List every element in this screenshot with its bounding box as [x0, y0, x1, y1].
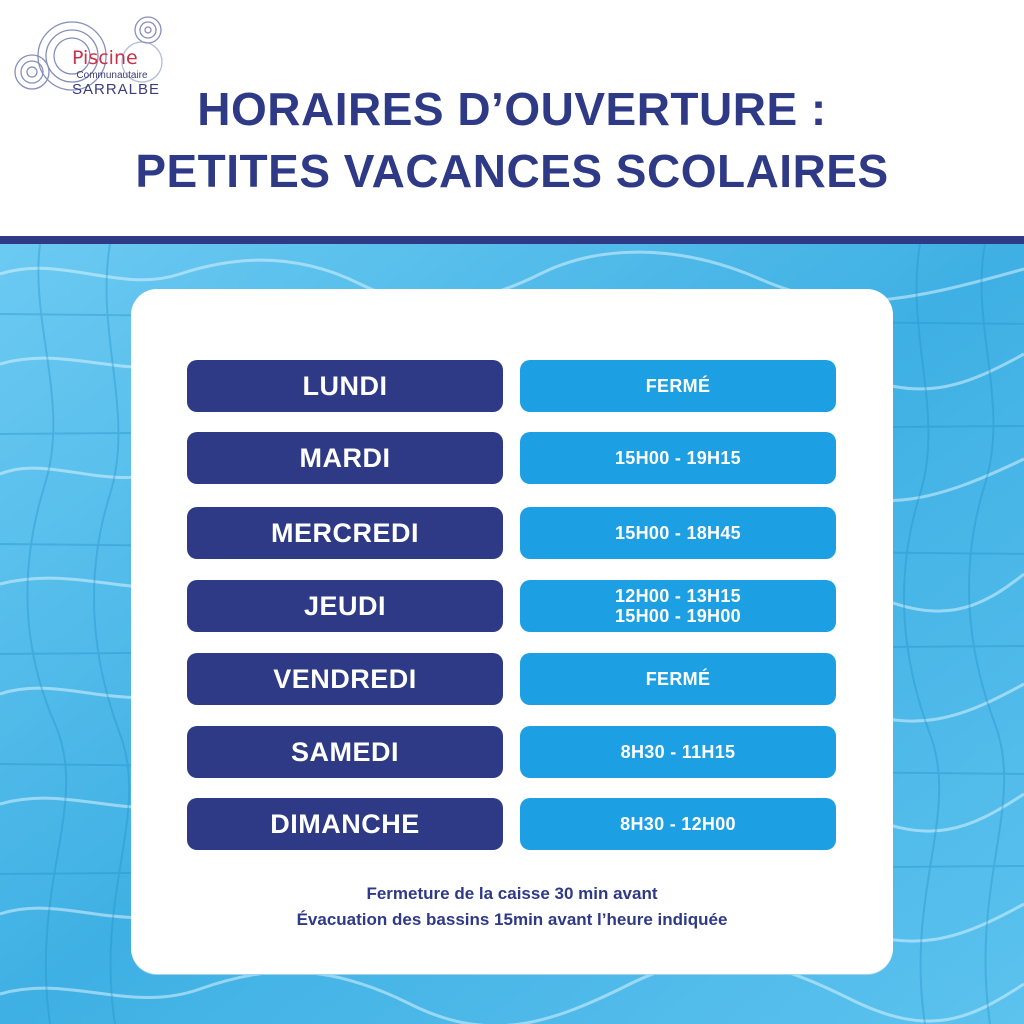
- schedule-row: [131, 726, 893, 778]
- hours-line: 15H00 - 19H15: [615, 448, 741, 468]
- page-title: [0, 78, 1024, 202]
- day-label: SAMEDI: [187, 726, 503, 778]
- schedule-row: [131, 580, 893, 632]
- schedule-row: [131, 653, 893, 705]
- hours-line: FERMÉ: [645, 669, 711, 689]
- title-line-1: HORAIRES D’OUVERTURE :: [197, 83, 827, 135]
- hours-box: [520, 798, 836, 850]
- hours-line: 8H30 - 11H15: [620, 742, 736, 762]
- schedule-row: [131, 360, 893, 412]
- hours-line: 8H30 - 12H00: [620, 814, 736, 834]
- note-cashier: Fermeture de la caisse 30 min avant: [366, 884, 658, 903]
- day-label: VENDREDI: [187, 653, 503, 705]
- day-label: JEUDI: [187, 580, 503, 632]
- hours-line: 12H00 - 13H15: [615, 586, 741, 606]
- day-label: LUNDI: [187, 360, 503, 412]
- day-label: MERCREDI: [187, 507, 503, 559]
- title-line-2: PETITES VACANCES SCOLAIRES: [135, 145, 889, 197]
- header-divider: [0, 236, 1024, 244]
- hours-line: 15H00 - 18H45: [615, 523, 741, 543]
- hours-box: [520, 432, 836, 484]
- notes: [131, 881, 893, 933]
- hours-box: [520, 653, 836, 705]
- hours-box: [520, 580, 836, 632]
- schedule-row: [131, 798, 893, 850]
- hours-line: FERMÉ: [645, 376, 711, 396]
- logo-subtitle: Communautaire: [76, 70, 148, 81]
- schedule-card: [131, 289, 893, 974]
- note-evacuation: Évacuation des bassins 15min avant l’heure indiquée: [296, 910, 728, 929]
- hours-box: [520, 726, 836, 778]
- logo-word: Piscine: [72, 47, 138, 69]
- day-label: MARDI: [187, 432, 503, 484]
- hours-box: [520, 507, 836, 559]
- day-label: DIMANCHE: [187, 798, 503, 850]
- schedule-row: [131, 432, 893, 484]
- hours-line: 15H00 - 19H00: [615, 606, 741, 626]
- header: [0, 0, 1024, 236]
- logo-city: SARRALBE: [72, 81, 161, 98]
- schedule-row: [131, 507, 893, 559]
- hours-box: [520, 360, 836, 412]
